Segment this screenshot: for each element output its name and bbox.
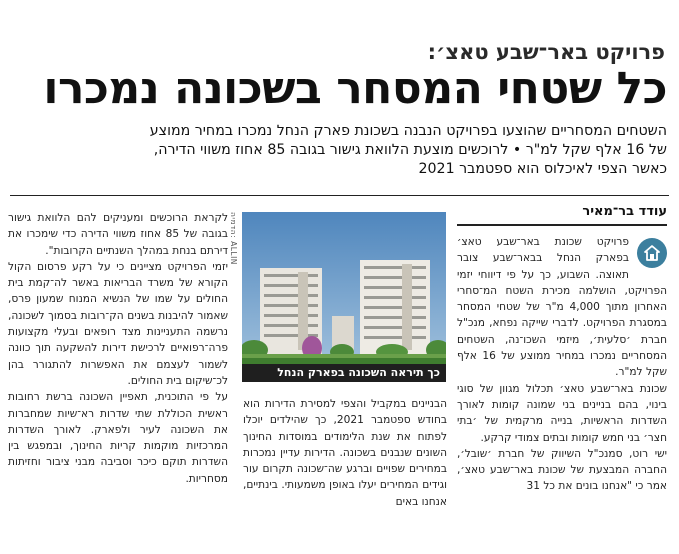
article-column-right (457, 234, 667, 546)
paragraph: פרויקט שכונת באר־שבע טאצ׳ בפארק הנחל בבאר־שבע צובר תאוצה. השבוע, כך על פי דיווחי יזמי הפרויקט, הושלמה מכירת השטח המ־סחרי האחרון מתוך 4,000 מ"ר של שטחי המסחר במסגרת הפרויקט. לדברי שייקה נפחא, מנכ"ל חברת ׳סלעית׳, מיזמי השכו־נה, השטחים המסחריים נמכרו במחיר ממוצע של 16 אלף שקל למ"ר. (457, 236, 667, 379)
header-divider (10, 195, 669, 196)
lead-line: כאשר הצפי לאיכלוס הוא ספטמבר 2021 (418, 161, 667, 177)
article-column-middle (243, 396, 447, 546)
paragraph: לקראת הרוכשים ומעניקים להם הלוואת גישור בגובה של 85 אחוז משווי הדירה כדי שימכרו את דירתם בנחת במהלך השנתיים הקרובות". (8, 212, 228, 257)
house-icon (637, 238, 667, 268)
photo-caption: כך תיראה השכונה בפארק הנחל (242, 364, 446, 382)
article-headline: כל שטחי המסחר בשכונה נמכרו (43, 63, 667, 114)
paragraph: יזמי הפרויקט מציינים כי על רקע פרסום הקול הקורא של משרד הבריאות באשר לה־קמת בית החולים על שמו של הנשיא המנוח שמעון פרס, שאמור להיבנות בשנים הק־רובות בסמוך לשכונה, נרשמה התעניינות מצד רופאים ובעלי מקצועות פרה־רפואיים לרכישת דירות להשקעה תוך כוונה לשמור לעצמם את האפשרות להתגורר בהן לכ־שיקום בית החולים. (8, 260, 228, 387)
article-kicker: פרויקט באר־שבע טאצ׳: (427, 40, 665, 64)
rendering-photo (242, 212, 446, 382)
lead-line: השטחים המסחריים שהוצעו בפרויקט הנבנה בשכונת פארק הנחל נמכרו במחיר ממוצע (149, 123, 667, 139)
paragraph: שכונת באר־שבע טאצ׳ תכלול מגוון של סוגי בינוי, בהם בניינים בני שמונה קומות לאורך השדרות הראשיות, בנייה מרקמית של ׳בתי חצר׳ בני חמש קומות ובתים צמודי קרקע. (457, 382, 667, 444)
paragraph: הבניינים במקביל והצפי למסירת הדירות הוא בחודש ספטמבר 2021, כך שהילדים יוכלו לפתוח את שנת הלימודים במוסדות החינוך השונים שנבנים בשכונה. הדירות עדיין נמכרות במחירים שפויים וברגע שה־שכונה תקרום עור וגידים המחירים יעלו באופן משמעותי. בינתיים, אנחנו באים (243, 398, 447, 508)
paragraph: על פי התוכנית, תאפיין השכונה ברשת רחובות ראשית הכוללת שתי שדרות רא־שיות שמחברות את השכונה לעיר ולפארק. לאורך השדרות המרכזיות מוקמות קריות החינוך, ובמפגש בין השדרות תוקם כיכר וסביבה מבני ציבור וחזיתות מסחריות. (8, 391, 228, 485)
article-lead (12, 122, 667, 179)
byline-divider (457, 224, 667, 226)
author-byline: עודד בר־מאיר (582, 204, 667, 219)
lead-line: של 16 אלף שקל למ"ר • לרוכשים מוצעת הלוואת גישור בגובה 85 אחוז משווי הדירה, (153, 142, 667, 158)
article-column-left (8, 210, 228, 546)
paragraph: ישי רוט, סמנכ"ל השיווק של חברת ׳שובל׳, החברה המבצעת של שכונת באר־שבע טאצ׳, אמר כי "אנחנו בונים את כל 31 (457, 447, 667, 493)
buildings-illustration (242, 212, 446, 382)
photo-credit: הדמיה: ALLIN (229, 212, 238, 265)
